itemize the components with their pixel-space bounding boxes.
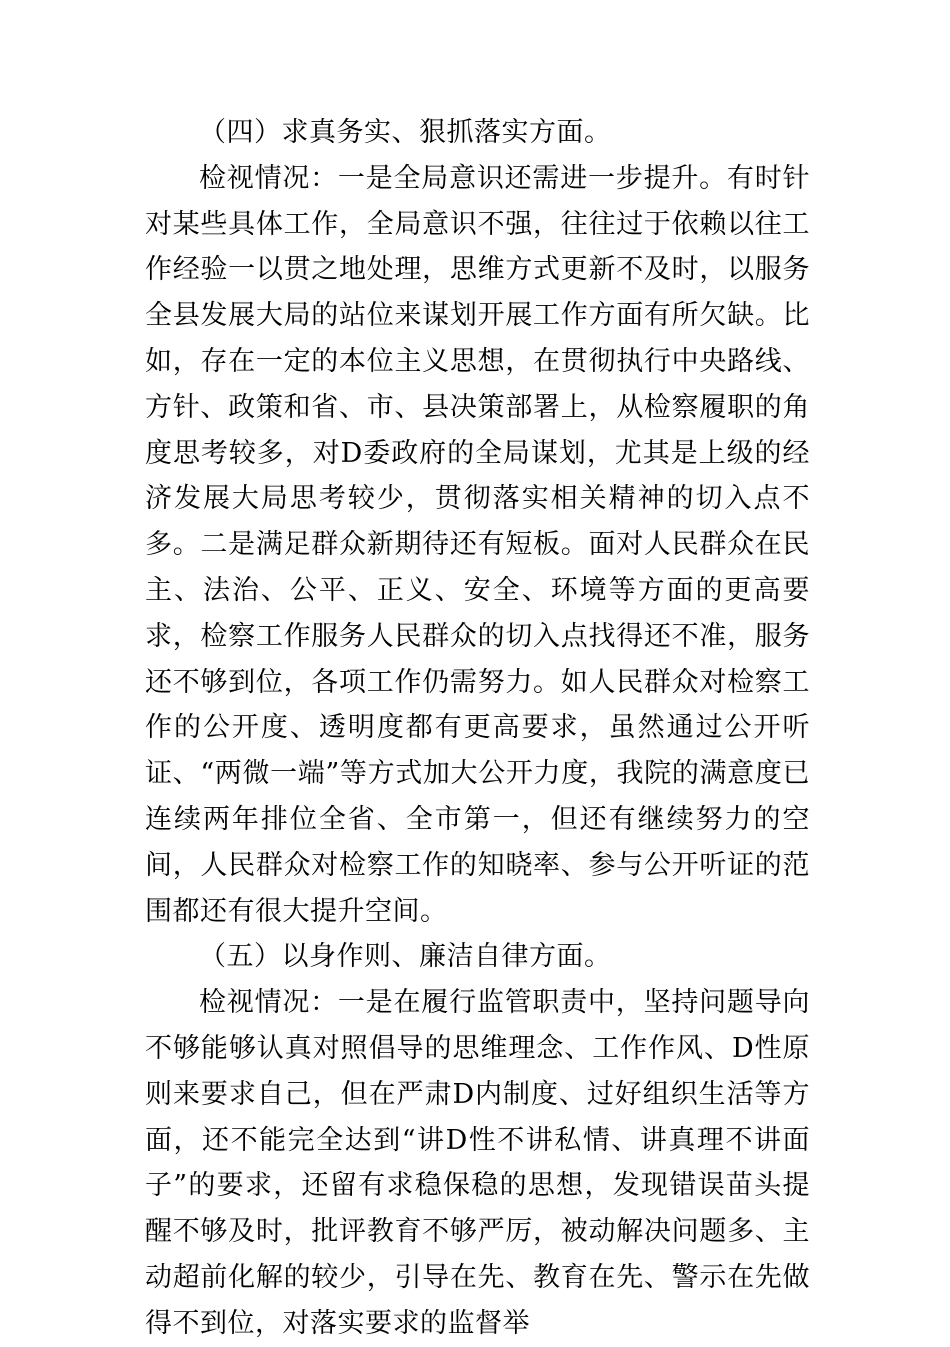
section-heading-four: （四）求真务实、狠抓落实方面。 [199, 117, 612, 148]
section-heading-five: （五）以身作则、廉洁自律方面。 [199, 941, 612, 973]
document-body [145, 110, 810, 1347]
review-paragraph-four: 检视情况：一是全局意识还需进一步提升。有时针对某些具体工作，全局意识不强，往往过于依赖以往工作经验一以贯之地处理，思维方式更新不及时，以服务全县发展大局的站位来谋划开展工作方面有所欠缺。比如，存在一定的本位主义思想，在贯彻执行中央路线、方针、政策和省、市、县决策部署上，从检察履职的角度思考较多，对D委政府的全局谋划，尤其是上级的经济发展大局思考较少，贯彻落实相关精神的切入点不多。二是满足群众新期待还有短板。面对人民群众在民主、法治、公平、正义、安全、环境等方面的更高要求，检察工作服务人民群众的切入点找得还不准，服务还不够到位，各项工作仍需努力。如人民群众对检察工作的公开度、透明度都有更高要求，虽然通过公开听证、“两微一端”等方式加大公开力度，我院的满意度已连续两年排位全省、全市第一，但还有继续努力的空间，人民群众对检察工作的知晓率、参与公开听证的范围都还有很大提升空间。 [145, 162, 810, 927]
review-paragraph-five: 检视情况：一是在履行监管职责中，坚持问题导向不够能够认真对照倡导的思维理念、工作作风、D性原则来要求自己，但在严肃D内制度、过好组织生活等方面，还不能完全达到“讲D性不讲私情、讲真理不讲面子”的要求，还留有求稳保稳的思想，发现错误苗头提醒不够及时，批评教育不够严厉，被动解决问题多、主动超前化解的较少，引导在先、教育在先、警示在先做得不到位，对落实要求的监督举 [145, 987, 810, 1339]
